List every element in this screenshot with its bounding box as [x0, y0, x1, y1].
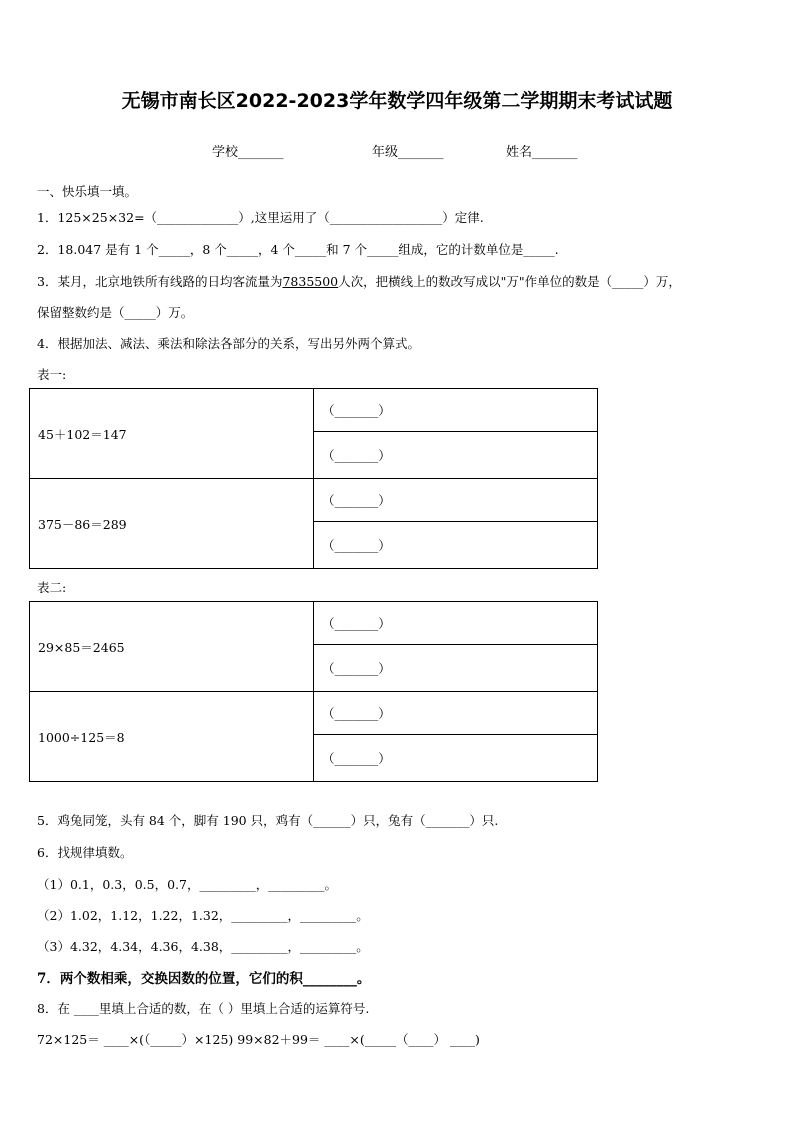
table-row: [30, 479, 598, 522]
answer-blank: （_______）: [314, 645, 598, 692]
question-1: 1．125×25×32=（_____________）,这里运用了（__________________）定律.: [37, 210, 484, 225]
question-6-item-3: （3）4.32，4.34，4.36，4.38，_________，_________。: [37, 939, 369, 954]
question-4: 4．根据加法、减法、乘法和除法各部分的关系，写出另外两个算式。: [37, 336, 420, 351]
answer-blank: （_______）: [314, 479, 598, 522]
table-1: [29, 388, 598, 569]
section-heading: 一、快乐填一填。: [37, 184, 138, 199]
student-name-field: 姓名_______: [506, 145, 578, 160]
question-8-title: 8．在 ____里填上合适的数，在（ ）里填上合适的运算符号.: [37, 1001, 370, 1016]
question-3-line2: 保留整数约是（_____）万。: [37, 305, 194, 320]
answer-blank: （_______）: [314, 735, 598, 782]
page-title: 无锡市南长区2022-2023学年数学四年级第二学期期末考试试题: [121, 90, 673, 112]
equation-cell: 1000÷125＝8: [30, 692, 314, 782]
question-8-expression: 72×125＝ ____×(（_____）×125) 99×82＋99＝ ____×(_____（____） ____): [37, 1032, 480, 1047]
school-field: 学校_______: [212, 145, 284, 160]
question-6-item-1: （1）0.1，0.3，0.5，0.7，_________，_________。: [37, 877, 337, 892]
question-6-title: 6．找规律填数。: [37, 845, 133, 860]
equation-cell: 45＋102＝147: [30, 389, 314, 479]
answer-blank: （_______）: [314, 602, 598, 645]
question-2: 2．18.047 是有 1 个_____，8 个_____，4 个_____和 7 个_____组成，它的计数单位是_____.: [37, 242, 559, 257]
equation-cell: 29×85＝2465: [30, 602, 314, 692]
question-3: [37, 272, 681, 290]
answer-blank: （_______）: [314, 692, 598, 735]
equation-cell: 375－86＝289: [30, 479, 314, 569]
question-6-item-2: （2）1.02，1.12，1.22，1.32，_________，_________。: [37, 908, 369, 923]
question-5: 5．鸡兔同笼，头有 84 个，脚有 190 只，鸡有（______）只，兔有（_______）只.: [37, 813, 499, 828]
question-3-part1: 3．某月，北京地铁所有线路的日均客流量为: [37, 274, 283, 289]
question-7: 7．两个数相乘，交换因数的位置，它们的积________。: [37, 971, 371, 987]
table-row: [30, 692, 598, 735]
answer-blank: （_______）: [314, 522, 598, 569]
question-3-number: 7835500: [282, 274, 339, 289]
table-row: [30, 602, 598, 645]
grade-field: 年级_______: [372, 145, 444, 160]
answer-blank: （_______）: [314, 432, 598, 479]
question-3-part2: 人次，把横线上的数改写成以"万"作单位的数是（_____）万，: [338, 274, 681, 289]
answer-blank: （_______）: [314, 389, 598, 432]
table-row: [30, 389, 598, 432]
table-2-label: 表二:: [37, 580, 67, 595]
table-2: [29, 601, 598, 782]
table-1-label: 表一:: [37, 367, 67, 382]
